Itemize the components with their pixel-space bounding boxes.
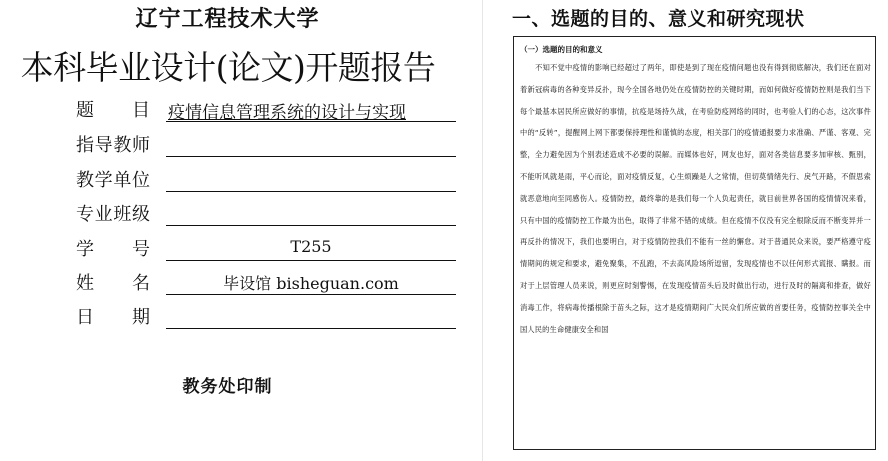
field-name <box>76 269 456 297</box>
section-title: 一、选题的目的、意义和研究现状 <box>512 8 805 30</box>
field-value-name: 毕设馆 bisheguan.com <box>223 274 399 293</box>
field-title <box>76 96 456 124</box>
field-underline <box>166 191 456 192</box>
field-underline <box>166 328 456 329</box>
field-underline <box>166 294 456 295</box>
field-label: 姓 名 <box>76 273 150 294</box>
printer-note: 教务处印制 <box>182 377 273 397</box>
field-value-student-id: T255 <box>290 237 332 256</box>
field-label: 题 目 <box>76 100 150 121</box>
page-divider <box>482 0 483 461</box>
subsection-heading: （一）选题的目的和意义 <box>520 45 603 54</box>
field-label: 指导教师 <box>76 135 150 156</box>
field-class <box>76 200 456 228</box>
field-underline <box>166 225 456 226</box>
body-paragraph: 不知不觉中疫情的影响已经超过了两年，即使是到了现在疫情问题也没有得到彻底解决，我们还在面对着新冠病毒的各种变异反扑，现今全国各地仍处在疫情防控的关键时期，而如何做好疫情防控则是我们当下每个最基本居民所应做好的事情，抗疫是场持久战，在考验防疫网络的同时，也考验人们的心态，这次事件中的“反转”，提醒网上网下都要保持理性和谨慎的态度，相关部门的疫情通报要力求准确、严谨、客观、完整，全力避免因为个别表述造成不必要的误解。而媒体也好，网友也好，面对各类信息要多加审核、甄别，不能听风就是雨，平心而论，面对疫情反复，心生烦躁是人之常情，但切莫情绪先行、戾气开路，不假思索就恶意地向至同感伤人。疫情防控，最终靠的是我们每一个人负起责任，就目前世界各国的疫情情况来看，只有中国的疫情防控工作最为出色，取得了非常不错的成绩。但在疫情不仅没有完全根除反而不断变异并一再反扑的情况下，我们也要明白，对于疫情防控我们不能有一丝的懈怠。对于普通民众来说，要严格遵守疫情期间的规定和要求，避免聚集，不乱跑，不去高风险场所逗留，发现疫情也不以任何形式谎报、瞒报。而对于上层管理人员来说，则更应时刻警惕，在发现疫情苗头后及时做出行动，进行及时的隔离和排查，做好消毒工作，将病毒传播根除于苗头之际，这才是疫情期间广大民众们所应做的首要任务，疫情防控事关全中国人民的生命健康安全和国 <box>520 63 871 334</box>
field-unit <box>76 166 456 194</box>
field-date <box>76 303 456 331</box>
field-value-title: 疫情信息管理系统的设计与实现 <box>168 103 406 123</box>
field-label: 学 号 <box>76 239 150 260</box>
document-title: 本科毕业设计(论文)开题报告 <box>20 48 436 87</box>
field-underline <box>166 156 456 157</box>
field-label: 日 期 <box>76 307 150 328</box>
field-label: 教学单位 <box>76 170 150 191</box>
field-student-id <box>76 235 456 263</box>
field-label: 专业班级 <box>76 204 150 225</box>
content-box <box>513 36 876 450</box>
field-underline <box>166 260 456 261</box>
report-page <box>500 0 888 461</box>
field-underline <box>166 121 456 122</box>
university-name: 辽宁工程技术大学 <box>135 6 320 32</box>
field-advisor <box>76 131 456 159</box>
